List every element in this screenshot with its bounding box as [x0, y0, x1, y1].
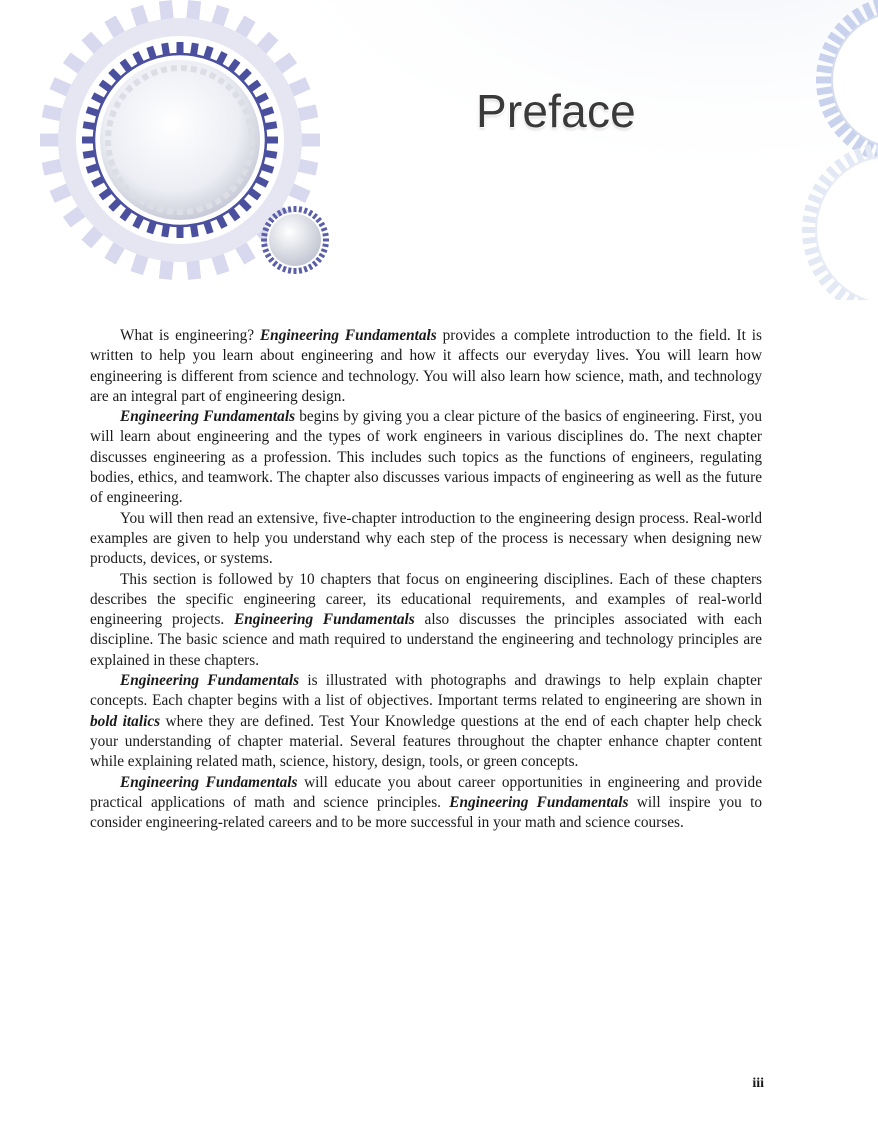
gear-tooth — [82, 137, 94, 144]
paragraph — [90, 407, 762, 508]
bold-italic-term: Engineering Fundamentals — [120, 773, 298, 791]
text-run: also discusses the principles associated with each discipline. The basic science and math required to understand the engineering and technology principles are explained in these chapters. — [90, 611, 762, 669]
paragraph — [90, 671, 762, 772]
gear-tooth — [266, 137, 278, 144]
gear-tooth — [177, 42, 184, 54]
text-run: What is engineering? — [120, 327, 260, 344]
gear-tooth — [816, 77, 832, 84]
preface-body — [90, 326, 762, 833]
large-gear-disc — [100, 60, 260, 220]
text-run: where they are defined. Test Your Knowledge questions at the end of each chapter help check your understanding of chapter material. Several features throughout the chapter enhance chapter content while explaining related math, science, history, design, tools, or green concepts. — [90, 712, 762, 771]
page-number: iii — [752, 1076, 764, 1091]
gear-tooth — [294, 206, 297, 213]
text-run: begins by giving you a clear picture of the basics of engineering. First, you will learn about engineering and the types of work engineers in various disciplines do. The next chapter discusses engineering as a profession. This includes such topics as the functions of engineers, regulating bodies, ethics, and teamwork. The chapter also discusses various impacts of engineering as well as the future of engineering. — [90, 408, 762, 507]
text-run: This section is followed by 10 chapters that focus on engineering disciplines. Each of these chapters describes the specific engineering career, its educational requirements, and examples of real-world engineering projects. — [90, 570, 762, 629]
text-run: provides a complete introduction to the field. It is written to help you learn about engineering and how it affects our everyday lives. You will learn how engineering is different from science and technology. You will also learn how science, math, and technology are an integral part of engineering design. — [90, 327, 762, 405]
paragraph — [90, 773, 762, 834]
text-run: will inspire you to consider engineering-related careers and to be more successful in your math and science courses. — [90, 793, 762, 832]
gear-tooth — [177, 226, 184, 238]
bold-italic-term: Engineering Fundamentals — [449, 793, 629, 811]
bold-italic-term: Engineering Fundamentals — [234, 611, 415, 629]
paragraph — [90, 326, 762, 407]
text-run: is illustrated with photographs and drawings to help explain chapter concepts. Each chapter begins with a list of objectives. Important terms related to engineering are shown in — [90, 672, 762, 710]
paragraph — [90, 509, 762, 570]
bold-italic-term: Engineering Fundamentals — [120, 408, 296, 426]
bold-italic-term: bold italics — [90, 712, 161, 730]
gear-tooth — [294, 267, 297, 274]
header-gear-artwork — [0, 0, 878, 300]
paragraph — [90, 570, 762, 671]
gear-tooth — [261, 239, 268, 242]
bold-italic-term: Engineering Fundamentals — [120, 672, 300, 690]
gear-tooth — [802, 227, 816, 233]
page-title: Preface — [476, 85, 636, 137]
text-run: You will then read an extensive, five-chapter introduction to the engineering design process. Real-world examples are given to help you understand why each step of the process is necessary when designing new products, devices, or systems. — [90, 509, 762, 568]
small-gear-disc — [268, 213, 322, 267]
text-run: will educate you about career opportunities in engineering and provide practical applications of math and science principles. — [90, 773, 762, 811]
bold-italic-term: Engineering Fundamentals — [259, 327, 437, 344]
gear-tooth — [322, 239, 329, 242]
